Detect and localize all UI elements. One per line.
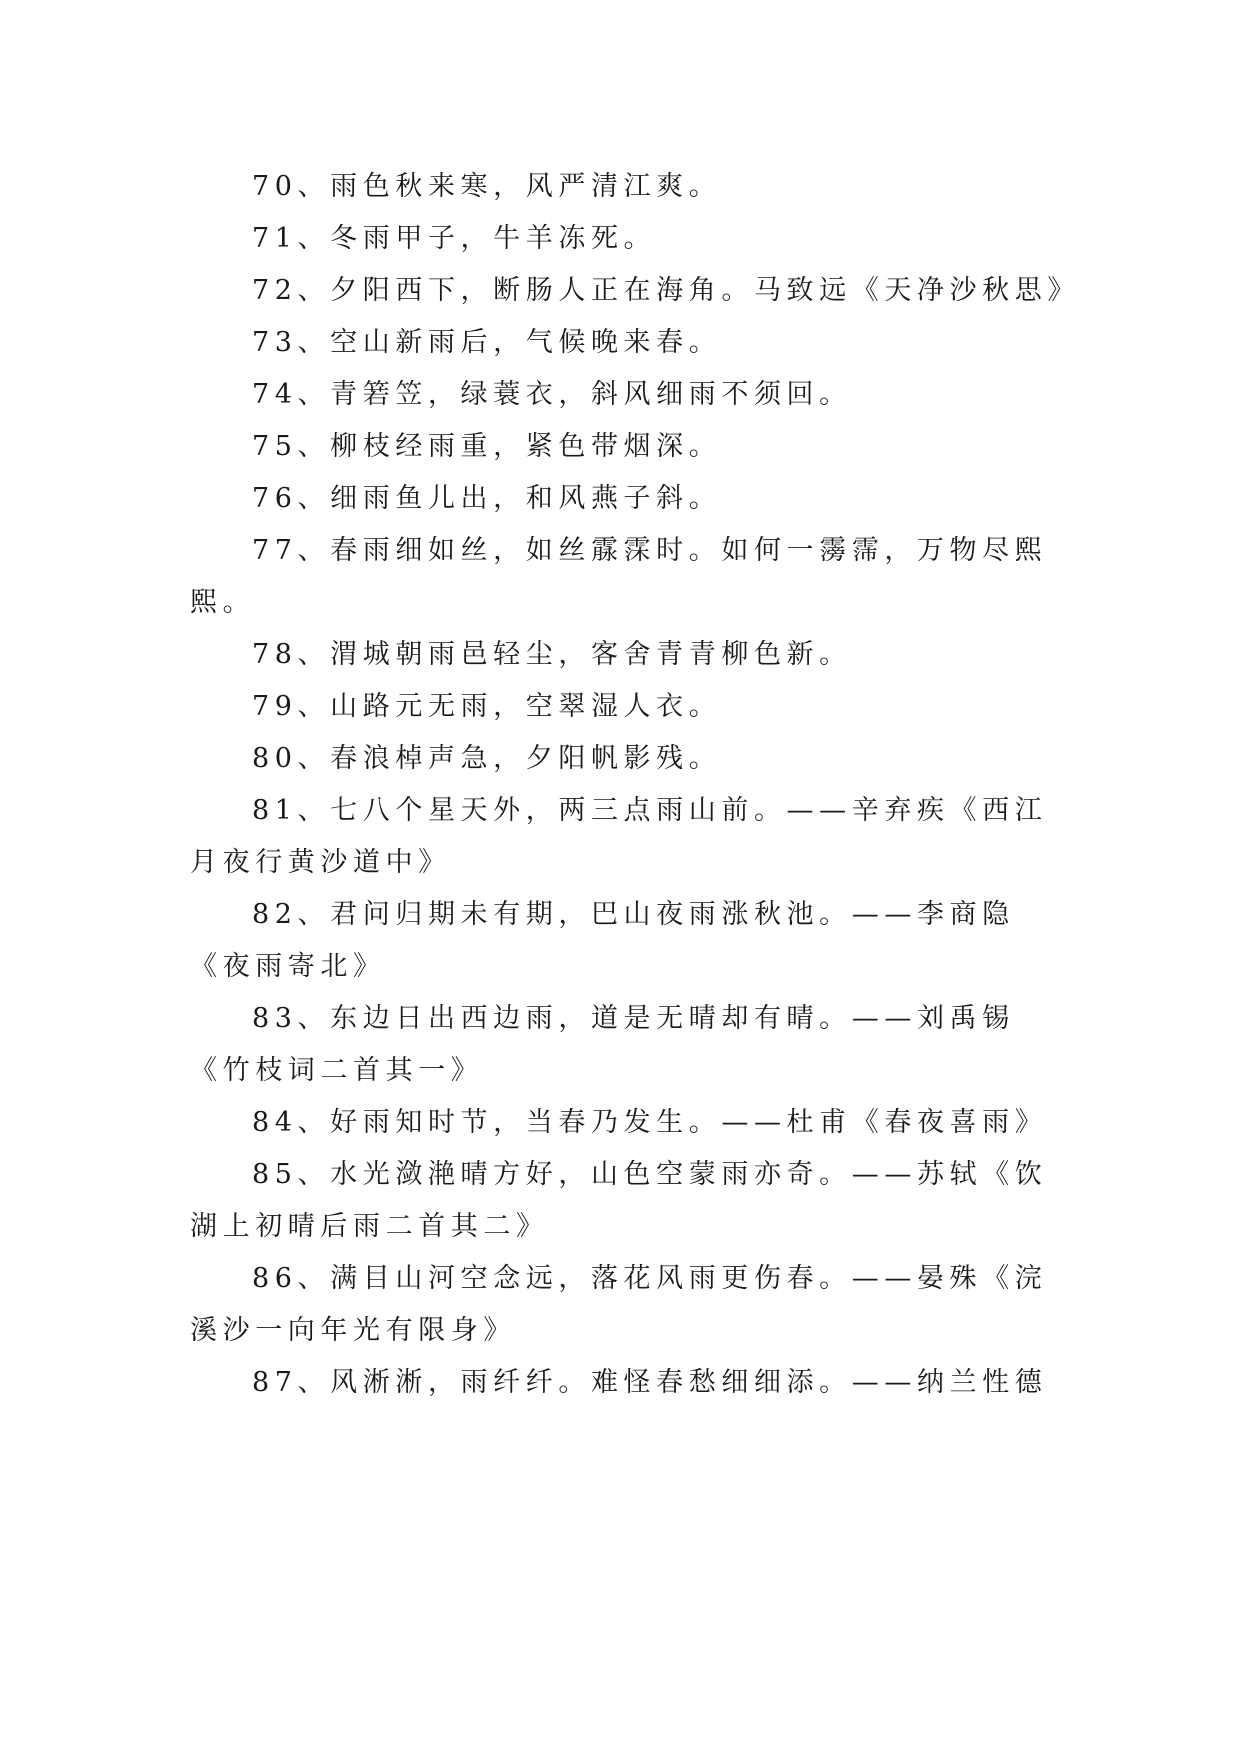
text-line-86-cont: 溪沙一向年光有限身》	[190, 1315, 516, 1346]
text-line-83-cont: 《竹枝词二首其一》	[190, 1055, 484, 1086]
text-line-73: 73、空山新雨后，气候晚来春。	[252, 327, 722, 358]
text-line-82-cont: 《夜雨寄北》	[190, 951, 386, 982]
text-line-84: 84、好雨知时节，当春乃发生。——杜甫《春夜喜雨》	[252, 1107, 1048, 1138]
text-line-81: 81、七八个星天外，两三点雨山前。——辛弃疾《西江	[252, 795, 1048, 826]
text-line-80: 80、春浪棹声急，夕阳帆影残。	[252, 743, 722, 774]
text-line-74: 74、青箬笠，绿蓑衣，斜风细雨不须回。	[252, 379, 852, 410]
text-line-83: 83、东边日出西边雨，道是无晴却有晴。——刘禹锡	[252, 1003, 1015, 1034]
text-line-77-cont: 熙。	[190, 587, 256, 618]
text-line-70: 70、雨色秋来寒，风严清江爽。	[252, 171, 722, 202]
text-line-78: 78、渭城朝雨邑轻尘，客舍青青柳色新。	[252, 639, 852, 670]
text-line-75: 75、柳枝经雨重，紧色带烟深。	[252, 431, 722, 462]
text-line-85-cont: 湖上初晴后雨二首其二》	[190, 1211, 549, 1242]
text-line-72: 72、夕阳西下，断肠人正在海角。马致远《天净沙秋思》	[252, 275, 1080, 306]
text-line-87: 87、风淅淅，雨纤纤。难怪春愁细细添。——纳兰性德	[252, 1367, 1048, 1398]
text-line-81-cont: 月夜行黄沙道中》	[190, 847, 451, 878]
text-line-77: 77、春雨细如丝，如丝霡霂时。如何一霶霈，万物尽熙	[252, 535, 1048, 566]
text-line-85: 85、水光潋滟晴方好，山色空蒙雨亦奇。——苏轼《饮	[252, 1159, 1048, 1190]
text-line-82: 82、君问归期未有期，巴山夜雨涨秋池。——李商隐	[252, 899, 1015, 930]
text-line-79: 79、山路元无雨，空翠湿人衣。	[252, 691, 722, 722]
text-line-86: 86、满目山河空念远，落花风雨更伤春。——晏殊《浣	[252, 1263, 1048, 1294]
text-line-71: 71、冬雨甲子，牛羊冻死。	[252, 223, 657, 254]
text-line-76: 76、细雨鱼儿出，和风燕子斜。	[252, 483, 722, 514]
